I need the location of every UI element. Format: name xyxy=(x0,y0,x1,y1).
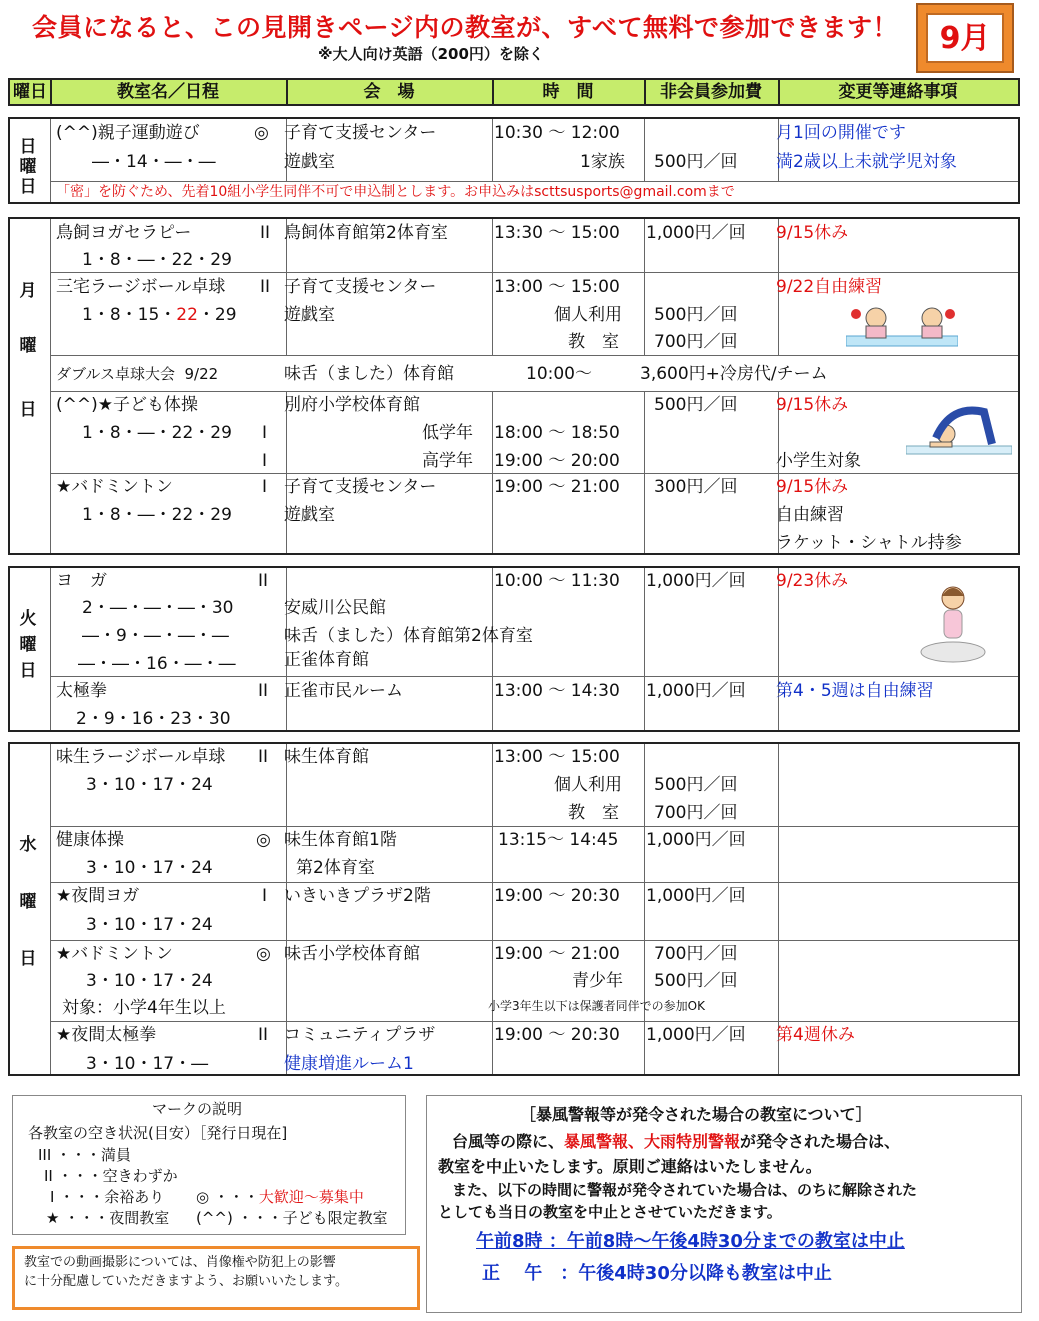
table-tennis-illustration xyxy=(846,300,958,348)
storm-para-2: 教室を中止いたします。原則ご連絡はいたしません。 xyxy=(438,1157,822,1176)
venue-room: 第2体育室 xyxy=(296,858,375,878)
grade-label: 低学年 xyxy=(422,423,473,443)
class-mark: ◎ xyxy=(256,830,271,850)
wednesday-day-label-3: 日 xyxy=(19,949,37,969)
storm-rule-morning: 午前8時 ：午前8時～午後4時30分までの教室は中止 xyxy=(476,1231,905,1252)
class-time: 10:30 ～ 12:00 xyxy=(494,123,620,143)
legend-available: I ・・・余裕あり xyxy=(50,1188,165,1206)
class-fee: 1,000円／回 xyxy=(646,1025,746,1045)
class-time: 19:00 ～ 20:30 xyxy=(494,886,620,906)
class-mark: I xyxy=(262,423,268,443)
class-mark: I xyxy=(262,451,268,471)
class-dates: ―・9・―・―・― xyxy=(82,626,229,646)
venue: 味生体育館1階 xyxy=(284,830,397,850)
venue-room: 健康増進ルーム1 xyxy=(284,1054,414,1074)
class-mark: II xyxy=(258,571,269,591)
legend-full: III ・・・満員 xyxy=(38,1146,132,1164)
class-dates: 3・10・17・24 xyxy=(86,971,213,991)
venue: コミュニティプラザ xyxy=(284,1025,436,1045)
class-target: 対象：小学4年生以上 xyxy=(62,998,226,1018)
col-day: 曜日 xyxy=(10,80,52,104)
class-fee: 500円／回 xyxy=(654,775,738,795)
sunday-notice: 「密」を防ぐため、先着10組小学生同伴不可で申込制とします。お申込みはscttsusports@gmail.comまで xyxy=(56,184,735,200)
class-time: 10:00 ～ 11:30 xyxy=(494,571,620,591)
legend-welcome: ◎ ・・・大歓迎～募集中 xyxy=(196,1188,364,1206)
storm-rule-noon: 正 午 ：午後4時30分以降も教室は中止 xyxy=(482,1263,832,1284)
class-name: 太極拳 xyxy=(56,681,107,701)
class-note: 自由練習 xyxy=(776,505,844,525)
yoga-illustration xyxy=(918,582,988,666)
grade-label: 高学年 xyxy=(422,451,473,471)
col-venue: 会 場 xyxy=(286,80,494,104)
class-fee: 1,000円／回 xyxy=(646,886,746,906)
sunday-day-label-2: 曜 xyxy=(19,157,37,177)
class-time: 19:00 ～ 20:30 xyxy=(494,1025,620,1045)
storm-title: ［暴風警報等が発令された場合の教室について］ xyxy=(520,1105,872,1124)
sunday-day-label-1: 日 xyxy=(19,137,37,157)
class-name: 三宅ラージボール卓球 xyxy=(56,277,226,297)
fee-type: 個人利用 xyxy=(554,775,622,795)
class-name: 味生ラージボール卓球 xyxy=(56,747,226,767)
class-note: 9/23休み xyxy=(776,571,849,591)
class-dates: 2・9・16・23・30 xyxy=(76,709,231,729)
tuesday-day-label-3: 日 xyxy=(19,661,37,681)
class-mark: II xyxy=(258,747,269,767)
page-title: 会員になると、この見開きページ内の教室が、すべて無料で参加できます！ xyxy=(32,13,899,42)
monday-day-label-1: 月 xyxy=(19,281,37,301)
venue: 味生体育館 xyxy=(284,747,369,767)
venue-room: 遊戯室 xyxy=(284,305,335,325)
class-fee: 700円／回 xyxy=(654,944,738,964)
class-dates: 1・8・―・22・29 xyxy=(82,423,232,443)
venue-room: 遊戯室 xyxy=(284,505,335,525)
class-fee: 700円／回 xyxy=(654,803,738,823)
class-dates: 3・10・17・24 xyxy=(86,775,213,795)
event-venue: 味舌（ました）体育館 xyxy=(284,364,454,384)
class-dates: 2・―・―・―・30 xyxy=(82,598,234,618)
tuesday-day-label-2: 曜 xyxy=(19,635,37,655)
class-note: 9/15休み xyxy=(776,395,849,415)
venue: 正雀市民ルーム xyxy=(284,681,403,701)
fee-type: 教 室 xyxy=(568,332,619,352)
class-mark: ◎ xyxy=(254,123,269,143)
event-fee: 3,600円+冷房代/チーム xyxy=(640,364,828,384)
class-time: 18:00 ～ 18:50 xyxy=(494,423,620,443)
venue: 子育て支援センター xyxy=(284,277,437,297)
class-name: 鳥飼ヨガセラピー xyxy=(56,223,192,243)
class-note: 第4・5週は自由練習 xyxy=(776,681,934,701)
venue: 別府小学校体育館 xyxy=(284,395,420,415)
class-mark: ◎ xyxy=(256,944,271,964)
fee-type: 青少年 xyxy=(572,971,623,991)
class-fee: 700円／回 xyxy=(654,332,738,352)
fee-type: 個人利用 xyxy=(554,305,622,325)
wednesday-day-label-1: 水 xyxy=(19,835,37,855)
class-time: 13:00 ～ 15:00 xyxy=(494,747,620,767)
fee-type: 教 室 xyxy=(568,803,619,823)
venue: 子育て支援センター xyxy=(284,123,437,143)
class-time: 13:00 ～ 14:30 xyxy=(494,681,620,701)
class-dates: 1・8・―・22・29 xyxy=(82,250,232,270)
venue: 正雀体育館 xyxy=(284,650,369,670)
video-notice-line1: 教室での動画撮影については、肖像権や防犯上の影響 xyxy=(24,1255,336,1270)
fee-unit: 1家族 xyxy=(580,152,625,172)
legend-kids: (^^) ・・・子ども限定教室 xyxy=(196,1209,388,1227)
class-note: 9/15休み xyxy=(776,223,849,243)
month-badge xyxy=(916,3,1014,73)
legend-few-left: II ・・・空きわずか xyxy=(44,1167,178,1185)
class-fee: 1,000円／回 xyxy=(646,830,746,850)
col-fee: 非会員参加費 xyxy=(644,80,780,104)
class-name: (^^)★子ども体操 xyxy=(56,395,198,415)
class-fee: 500円／回 xyxy=(654,305,738,325)
class-dates: ―・14・―・― xyxy=(92,152,216,172)
class-mark: I xyxy=(262,886,268,906)
class-name: (^^)親子運動遊び xyxy=(56,123,200,143)
legend-status-title: 各教室の空き状況(目安）［発行日現在] xyxy=(28,1124,288,1142)
class-mark: II xyxy=(260,277,271,297)
venue: 味舌小学校体育館 xyxy=(284,944,420,964)
monday-day-label-3: 日 xyxy=(19,400,37,420)
month-label: 9月 xyxy=(926,13,1004,63)
class-dates: 1・8・15・22・29 xyxy=(82,305,237,325)
class-dates: 3・10・17・24 xyxy=(86,858,213,878)
class-time: 13:30 ～ 15:00 xyxy=(494,223,620,243)
class-time: 19:00 ～ 21:00 xyxy=(494,944,620,964)
col-notes: 変更等連絡事項 xyxy=(838,82,958,102)
class-fee: 300円／回 xyxy=(654,477,738,497)
class-mark: II xyxy=(260,223,271,243)
class-time: 13:15～ 14:45 xyxy=(498,830,619,850)
venue: 安威川公民館 xyxy=(284,598,386,618)
event-name: ダブルス卓球大会 9/22 xyxy=(56,365,219,383)
class-name: ★バドミントン xyxy=(56,944,173,964)
class-fee: 1,000円／回 xyxy=(646,571,746,591)
class-name: ★夜間ヨガ xyxy=(56,886,140,906)
class-fee: 1,000円／回 xyxy=(646,223,746,243)
class-time: 19:00 ～ 21:00 xyxy=(494,477,620,497)
venue: 味舌（ました）体育館第2体育室 xyxy=(284,626,533,646)
tuesday-day-label-1: 火 xyxy=(19,609,37,629)
gymnastics-illustration xyxy=(906,398,1012,458)
storm-para-1: 台風等の際に、暴風警報、大雨特別警報が発令された場合は、 xyxy=(452,1132,901,1151)
class-fee: 1,000円／回 xyxy=(646,681,746,701)
class-time: 19:00 ～ 20:00 xyxy=(494,451,620,471)
wednesday-day-label-2: 曜 xyxy=(19,892,37,912)
class-note: 月1回の開催です xyxy=(776,123,906,143)
venue: いきいきプラザ2階 xyxy=(284,886,431,906)
class-fee: 500円／回 xyxy=(654,395,738,415)
class-note: 9/15休み xyxy=(776,477,849,497)
class-name: ★バドミントン xyxy=(56,477,173,497)
col-time: 時 間 xyxy=(492,80,646,104)
storm-para-4: としても当日の教室を中止とさせていただきます。 xyxy=(438,1203,782,1221)
class-dates: 3・10・17・24 xyxy=(86,915,213,935)
class-time: 13:00 ～ 15:00 xyxy=(494,277,620,297)
class-dates: ―・―・16・―・― xyxy=(78,654,236,674)
venue-room: 遊戯室 xyxy=(284,152,335,172)
monday-day-label-2: 曜 xyxy=(19,336,37,356)
venue: 子育て支援センター xyxy=(284,477,437,497)
class-note: ラケット・シャトル持参 xyxy=(776,533,962,553)
event-time: 10:00～ xyxy=(526,364,592,384)
class-mark: II xyxy=(258,681,269,701)
sunday-day-label-3: 日 xyxy=(19,177,37,197)
class-small-note: 小学3年生以下は保護者同伴での参加OK xyxy=(488,999,705,1013)
col-class: 教室名／日程 xyxy=(50,80,288,104)
legend-night: ★ ・・・夜間教室 xyxy=(46,1209,170,1227)
class-dates: 1・8・―・22・29 xyxy=(82,505,232,525)
storm-para-3: また、以下の時間に警報が発令されていた場合は、のちに解除された xyxy=(452,1181,918,1199)
class-note-target: 小学生対象 xyxy=(776,451,861,471)
class-note: 9/22自由練習 xyxy=(776,277,883,297)
class-name: ヨ ガ xyxy=(56,571,107,591)
class-note: 第4週休み xyxy=(776,1025,855,1045)
class-dates: 3・10・17・― xyxy=(86,1054,209,1074)
legend-title: マークの説明 xyxy=(152,1100,243,1118)
class-note-target: 満2歳以上未就学児対象 xyxy=(776,152,957,172)
video-notice-line2: に十分配慮していただきますよう、お願いいたします。 xyxy=(24,1274,348,1289)
class-mark: II xyxy=(258,1025,269,1045)
class-fee: 500円／回 xyxy=(654,971,738,991)
page-subtitle: ※大人向け英語（200円）を除く xyxy=(318,45,544,63)
class-name: 健康体操 xyxy=(56,830,124,850)
venue: 鳥飼体育館第2体育室 xyxy=(284,223,448,243)
column-header xyxy=(8,78,1020,106)
class-fee: 500円／回 xyxy=(654,152,738,172)
class-mark: I xyxy=(262,477,268,497)
class-name: ★夜間太極拳 xyxy=(56,1025,157,1045)
